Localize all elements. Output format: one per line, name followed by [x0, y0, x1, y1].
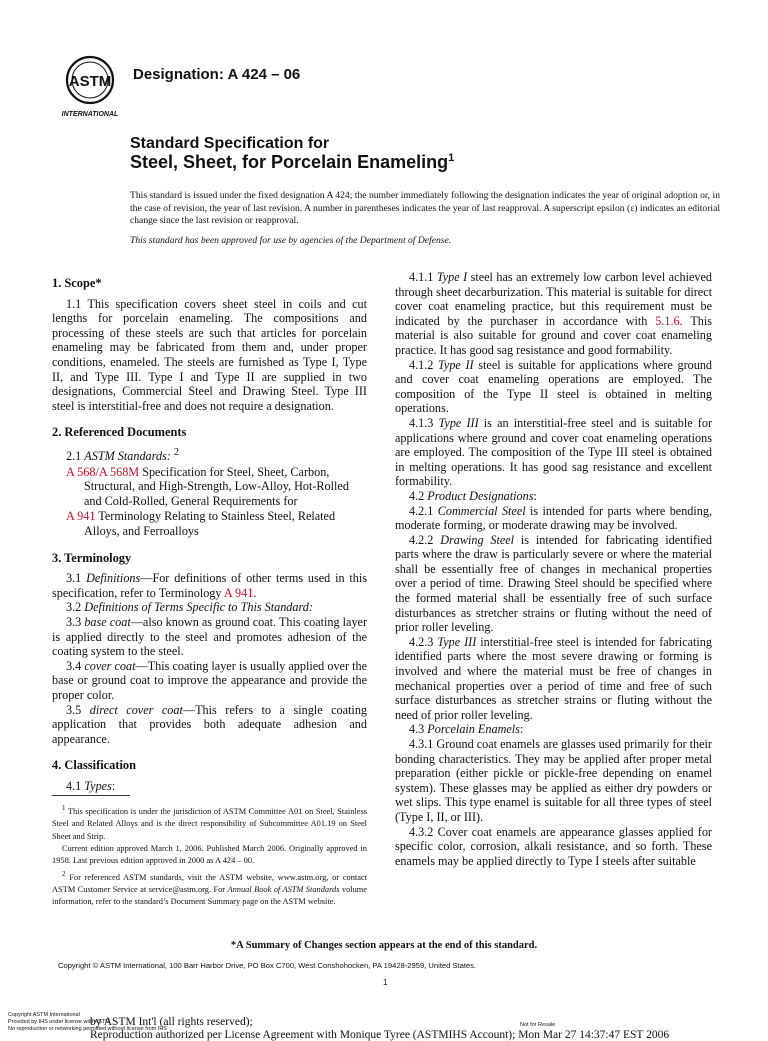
- para-4-1-1-num: 4.1.1: [409, 270, 434, 284]
- para-4-2-num: 4.2: [409, 488, 425, 503]
- scope-1-1: 1.1 This specification covers sheet steel in coils and cut lengths for porcelain enameling. The compositions and processing of these steels are such that articles for porcelain enameling may be fabricated from them and, under proper conditions, enameled. The steels are furnished as Type I, Type II, and Type III. Type I and Type II are supplied in two designations, Commercial Steel and Drawing Steel. Type III steel is interstitial-free and does not require a designation.: [52, 296, 367, 413]
- footnote-2-italic: Annual Book of ASTM Standards: [227, 885, 340, 895]
- para-4-1-1: [395, 270, 712, 358]
- term-3-1: [52, 571, 367, 600]
- ref-2-1: [52, 446, 367, 464]
- term-3-4-text: —This coating layer is usually applied over the base or ground coat to improve the appearance and provide the proper color.: [52, 658, 368, 702]
- term-3-3: [52, 615, 367, 659]
- footnote-2-text-a: For referenced ASTM standards, visit the ASTM website, www.astm.org, or contact ASTM Customer Service at service@astm.org. For: [52, 872, 367, 895]
- para-4-1-3-title: Type III: [438, 415, 479, 430]
- intro-paragraph: This standard is issued under the fixed designation A 424; the number immediately following the designation indicates the year of original adoption or, in the case of revision, the year of last revision. A number in parentheses indicates the year of last reapproval. A superscript epsilon (ε) indicates an editorial change since the last revision or reapproval.: [130, 190, 720, 226]
- para-4-2-3-title: Type III: [437, 634, 477, 649]
- term-3-2-num: 3.2: [66, 600, 82, 615]
- stamp-line1: Copyright ASTM International: [8, 1012, 80, 1018]
- footnote-divider: [52, 795, 130, 796]
- para-4-2-2-text: is intended for fabricating identified parts where the draw is particularly severe or where the material shall be essentially free of changes in mechanical properties over a period of time. Drawing Steel should be specified where the formed material shall be essentially free of such surface disturbances as stretcher strains or fluting without the need of prior roller leveling.: [395, 532, 712, 635]
- term-3-1-title: Definitions: [86, 571, 141, 586]
- para-4-1-1-text-b: . This material is also suitable for ground and cover coat enameling practice. It has good sag resistance and good formability.: [395, 313, 713, 357]
- para-4-2-2-num: 4.2.2: [409, 532, 434, 547]
- stamp-not-for-resale: Not for Resale: [520, 1022, 556, 1028]
- stamp-line2: Provided by IHS under license with ASTM: [8, 1019, 110, 1025]
- logo-text: ASTM: [68, 73, 112, 90]
- term-3-1-end: .: [253, 585, 257, 600]
- ref-a941: [66, 509, 367, 538]
- para-4-1-1-text-a: steel has an extremely low carbon level achieved through sheet decarburization. This material is suitable for direct cover coat enameling practice, but this requirement must be indicated by the purchaser in accordance with: [395, 270, 712, 328]
- para-4-2-1-text: is intended for parts where bending, moderate forming, or moderate drawing may be involved.: [395, 503, 713, 533]
- para-4-1-1-title: Type I: [436, 270, 468, 284]
- term-3-3-num: 3.3: [66, 614, 82, 629]
- astm-logo: [60, 50, 124, 122]
- license-stamp-line1: by ASTM Int'l (all rights reserved);: [90, 1016, 253, 1028]
- para-4-3-end: :: [519, 722, 524, 737]
- footnote-2: [52, 868, 367, 909]
- term-3-5: [52, 703, 367, 747]
- title-footnote-mark: 1: [448, 152, 455, 164]
- para-4-1-2: [395, 358, 712, 416]
- term-3-4: [52, 659, 367, 703]
- para-4-3-1: 4.3.1 Ground coat enamels are glasses used primarily for their bonding characteristics. They may be applied after proper metal preparation (either pickle or pickle-free depending on enamel system). These glasses may be applied as either dry powders or wet slips. This type enamel is suitable for all three types of steel (Type I, II, or III).: [395, 737, 712, 824]
- title-text: Steel, Sheet, for Porcelain Enameling: [130, 152, 449, 172]
- para-4-1-2-text: steel is suitable for applications where ground and cover coat enameling operations are employed. The composition of the Type II steel is obtained in melting operations.: [395, 357, 713, 416]
- para-4-3-2: 4.3.2 Cover coat enamels are appearance glasses applied for specific color, corrosion, alkali resistance, and so forth. These enamels may be applied directly to Type I steels after suitable: [395, 824, 712, 868]
- para-4-1-2-title: Type II: [438, 357, 474, 372]
- title-line1: Standard Specification for: [130, 135, 330, 152]
- footnote-1-text: This specification is under the jurisdiction of ASTM Committee A01 on Steel, Stainless Steel and Related Alloys and is the direct responsibility of Subcommittee A01.19 on Steel Sheet and Strip.: [52, 806, 367, 841]
- para-4-3-title: Porcelain Enamels: [427, 722, 520, 737]
- dod-note: This standard has been approved for use by agencies of the Department of Defense.: [130, 235, 452, 246]
- class-4-1-num: 4.1: [66, 778, 82, 793]
- ref-2-1-sup: 2: [173, 446, 179, 458]
- class-heading: 4. Classification: [52, 758, 136, 773]
- para-4-2-1-num: 4.2.1: [409, 503, 434, 518]
- term-3-2: [52, 600, 367, 615]
- para-4-1-3-num: 4.1.3: [409, 415, 434, 430]
- footnote-1-mark: 1: [62, 804, 66, 812]
- footnote-1-current: Current edition approved March 1, 2006. Published March 2006. Originally approved in 1958. Last previous edition approved in 2000 as A 424 – 00.: [52, 844, 367, 866]
- left-column: [52, 268, 367, 793]
- ref-a941-text: Terminology Relating to Stainless Steel, Related Alloys, and Ferroalloys: [84, 509, 336, 538]
- para-4-3-num: 4.3: [409, 722, 425, 737]
- ref-2-1-num: 2.1: [66, 449, 82, 463]
- term-3-5-title: direct cover coat: [89, 702, 183, 717]
- para-4-2-2: [395, 533, 712, 635]
- ref-a568-link[interactable]: A 568/A 568M: [66, 464, 140, 479]
- ref-a568: [66, 465, 367, 509]
- para-4-2-title: Product Designations: [427, 488, 534, 503]
- term-3-5-text: —This refers to a single coating application that provides both adequate adhesion and appearance.: [52, 702, 368, 746]
- copyright-line: Copyright © ASTM International, 100 Barr Harbor Drive, PO Box C700, West Conshohocken, PA 19428-2959, United States.: [58, 961, 477, 970]
- term-3-5-num: 3.5: [66, 702, 82, 717]
- license-stamp-line2: Reproduction authorized per License Agreement with Monique Tyree (ASTMIHS Account); Mon Mar 27 14:37:47 EST 2006: [90, 1029, 670, 1041]
- para-4-1-3-text: is an interstitial-free steel and is suitable for applications where ground and cover coat enameling operations are employed. The composition of the Type III steel is obtained in melting operations. It has good sag resistance and excellent formability.: [395, 415, 713, 489]
- para-4-2-1-title: Commercial Steel: [437, 503, 526, 518]
- term-3-3-title: base coat: [84, 614, 131, 629]
- para-4-2-end: :: [533, 488, 537, 503]
- ref-a941-link[interactable]: A 941: [66, 509, 96, 524]
- para-4-2-3-num: 4.2.3: [409, 634, 434, 649]
- ref-a568-text: Specification for Steel, Sheet, Carbon, Structural, and High-Strength, Low-Alloy, Hot-Rolled and Cold-Rolled, General Requirements for: [84, 464, 349, 508]
- class-4-1-title: Types: [84, 778, 112, 793]
- page-number: 1: [383, 978, 388, 987]
- footnotes: [52, 802, 367, 909]
- para-4-2-3: [395, 635, 712, 723]
- footnote-1: [52, 802, 367, 843]
- scope-heading: 1. Scope*: [52, 276, 102, 290]
- logo-subtext: INTERNATIONAL: [61, 111, 119, 118]
- footnote-2-mark: 2: [62, 869, 66, 878]
- term-heading: 3. Terminology: [52, 550, 132, 565]
- para-4-1-2-num: 4.1.2: [409, 357, 434, 372]
- footnote-2-text-b: volume information, refer to the standard’s Document Summary page on the ASTM website.: [52, 885, 367, 907]
- para-4-1-3: [395, 416, 712, 489]
- term-3-4-title: cover coat: [84, 658, 136, 673]
- right-column: [395, 268, 712, 868]
- para-4-2: [395, 489, 712, 504]
- term-3-1-link[interactable]: A 941: [223, 585, 254, 600]
- class-4-1: [52, 779, 367, 794]
- title-line2: [130, 152, 454, 173]
- para-4-3: [395, 722, 712, 737]
- term-3-4-num: 3.4: [66, 658, 82, 673]
- summary-of-changes-note: *A Summary of Changes section appears at the end of this standard.: [230, 940, 538, 951]
- term-3-1-text: —For definitions of other terms used in this specification, refer to Terminology: [52, 571, 368, 600]
- class-4-1-end: :: [111, 778, 116, 793]
- term-3-2-title: Definitions of Terms Specific to This Standard:: [84, 600, 313, 615]
- para-4-2-3-text: interstitial-free steel is intended for fabricating identified parts where the most severe drawing or forming is involved and where the material must be free of changes in mechanical properties over a period of time and free of such surface disturbances as stretcher strains or fluting without the need of prior roller leveling.: [395, 634, 712, 722]
- stamp-line3: No reproduction or networking permitted without license from IHS: [8, 1026, 167, 1032]
- designation: Designation: A 424 – 06: [133, 66, 301, 83]
- para-4-2-1: [395, 504, 712, 533]
- term-3-3-text: —also known as ground coat. This coating layer is applied directly to the steel and promotes adhesion of the coating system to the steel.: [52, 614, 368, 659]
- term-3-1-num: 3.1: [66, 571, 82, 586]
- ref-2-1-title: ASTM Standards:: [84, 449, 171, 463]
- para-4-2-2-title: Drawing Steel: [440, 532, 515, 547]
- para-4-1-1-link[interactable]: 5.1.6: [655, 313, 680, 328]
- ref-heading: 2. Referenced Documents: [52, 425, 187, 440]
